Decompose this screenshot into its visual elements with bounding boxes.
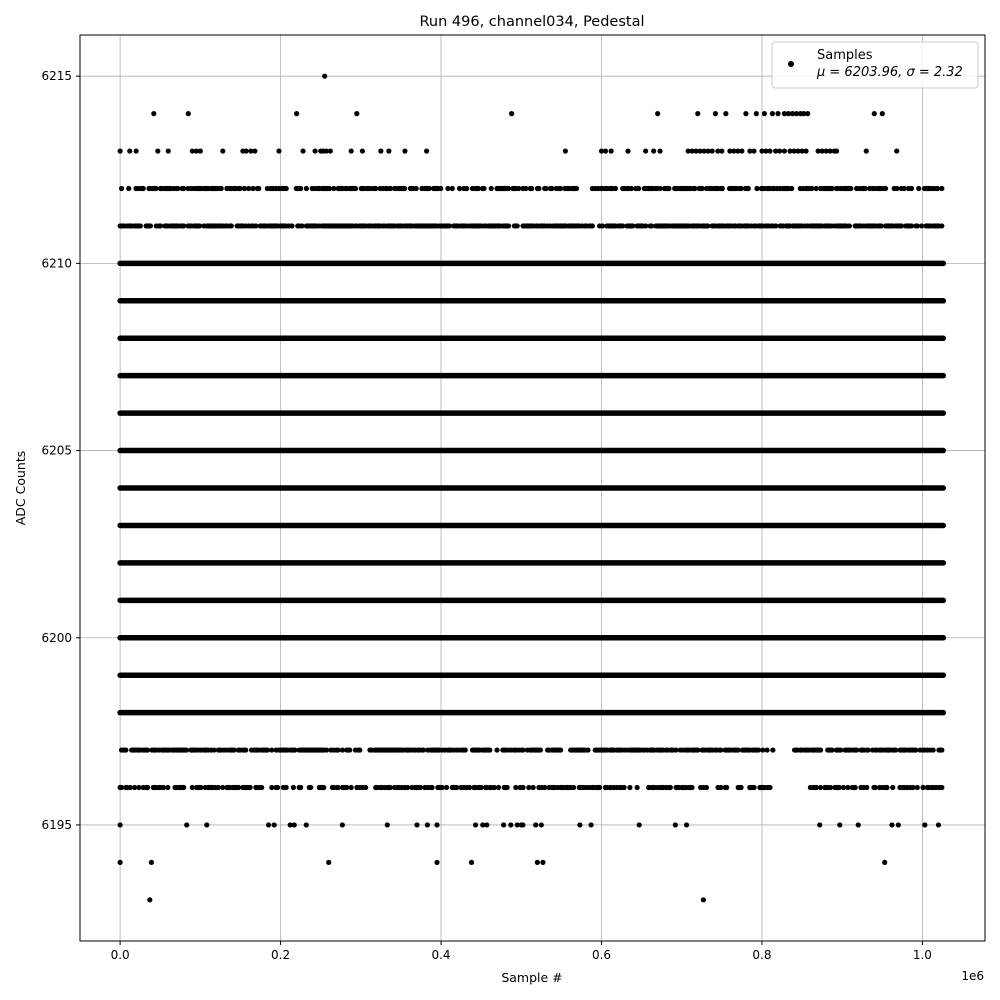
sample-point <box>689 785 694 790</box>
sample-point <box>637 822 642 827</box>
sample-point <box>151 111 156 116</box>
sample-point <box>473 822 478 827</box>
sample-point <box>220 148 225 153</box>
sample-point <box>294 111 299 116</box>
sample-point <box>198 148 203 153</box>
sample-point <box>119 186 124 191</box>
x-tick-label: 0.4 <box>431 948 451 962</box>
sample-point <box>529 186 534 191</box>
sample-point <box>444 785 449 790</box>
sample-point <box>571 785 576 790</box>
sample-point <box>625 148 630 153</box>
sample-point <box>259 785 264 790</box>
sample-point <box>243 148 248 153</box>
sample-point <box>834 148 839 153</box>
sample-point <box>577 822 582 827</box>
legend-series-name: Samples <box>817 48 873 63</box>
sample-point <box>535 860 540 865</box>
sample-point <box>347 747 352 752</box>
sample-point <box>289 223 294 228</box>
sample-point <box>805 111 810 116</box>
sample-point <box>853 785 858 790</box>
sample-point <box>884 785 889 790</box>
sample-point <box>147 897 152 902</box>
sample-point <box>536 186 541 191</box>
sample-point <box>520 822 525 827</box>
sample-point <box>266 822 271 827</box>
sample-point <box>539 822 544 827</box>
sample-point <box>385 822 390 827</box>
sample-point <box>509 111 514 116</box>
sample-point <box>746 186 751 191</box>
sample-point <box>713 111 718 116</box>
sample-point <box>597 785 602 790</box>
sample-point <box>300 148 305 153</box>
sample-point <box>764 747 769 752</box>
sample-point <box>118 148 123 153</box>
x-tick-label: 0.0 <box>110 948 130 962</box>
sample-point <box>673 822 678 827</box>
sample-point <box>487 747 492 752</box>
sample-point <box>720 186 725 191</box>
sample-point <box>464 186 469 191</box>
sample-point <box>588 822 593 827</box>
sample-point <box>939 223 944 228</box>
sample-point <box>204 822 209 827</box>
sample-point <box>751 785 756 790</box>
sample-point <box>710 148 715 153</box>
sample-point <box>916 186 921 191</box>
sample-point <box>247 785 252 790</box>
sample-point <box>256 186 261 191</box>
sample-point <box>803 148 808 153</box>
sample-point <box>450 186 455 191</box>
sample-point <box>481 186 486 191</box>
sample-point <box>939 785 944 790</box>
sample-point <box>847 223 852 228</box>
sample-point <box>890 785 895 790</box>
sample-point <box>506 223 511 228</box>
sample-point <box>298 785 303 790</box>
sample-point <box>622 785 627 790</box>
sample-point <box>123 747 128 752</box>
sample-point <box>939 747 944 752</box>
sample-point <box>574 186 579 191</box>
sample-point <box>118 860 123 865</box>
sample-point <box>883 186 888 191</box>
x-tick-label: 0.6 <box>591 948 612 962</box>
sample-point <box>770 111 775 116</box>
sample-point <box>505 785 510 790</box>
sample-point <box>894 148 899 153</box>
sample-point <box>229 223 234 228</box>
sample-point <box>489 186 494 191</box>
sample-point <box>360 148 365 153</box>
legend-stats: μ = 6203.96, σ = 2.32 <box>817 65 963 80</box>
sample-point <box>818 747 823 752</box>
sample-point <box>775 111 780 116</box>
sample-point <box>494 747 499 752</box>
sample-point <box>434 822 439 827</box>
sample-point <box>141 186 146 191</box>
sample-point <box>754 111 759 116</box>
sample-point <box>340 822 345 827</box>
sample-point <box>276 148 281 153</box>
sample-point <box>889 822 894 827</box>
sample-point <box>292 822 297 827</box>
sample-point <box>326 860 331 865</box>
sample-point <box>515 223 520 228</box>
sample-point <box>939 186 944 191</box>
sample-point <box>738 785 743 790</box>
sample-point <box>148 223 153 228</box>
sample-point <box>666 186 671 191</box>
sample-point <box>165 785 170 790</box>
sample-point <box>298 186 303 191</box>
y-tick-label: 6210 <box>41 256 72 271</box>
sample-point <box>118 822 123 827</box>
sample-point <box>291 785 296 790</box>
sample-point <box>349 785 354 790</box>
sample-point <box>181 785 186 790</box>
sample-point <box>817 822 822 827</box>
sample-point <box>770 747 775 752</box>
sample-point <box>386 148 391 153</box>
sample-point <box>501 822 506 827</box>
sample-point <box>155 148 160 153</box>
sample-point <box>636 186 641 191</box>
sample-point <box>540 860 545 865</box>
sample-point <box>414 186 419 191</box>
sample-point <box>585 747 590 752</box>
sample-point <box>304 822 309 827</box>
sample-point <box>657 148 662 153</box>
x-axis-offset-label: 1e6 <box>961 969 984 983</box>
sample-point <box>563 148 568 153</box>
sample-point <box>402 186 407 191</box>
sample-point <box>643 148 648 153</box>
sample-point <box>864 785 869 790</box>
sample-point <box>936 822 941 827</box>
sample-point <box>312 148 317 153</box>
x-axis-label: Sample # <box>501 970 563 985</box>
sample-point <box>354 111 359 116</box>
sample-point <box>484 822 489 827</box>
sample-point <box>414 822 419 827</box>
sample-point <box>603 148 608 153</box>
sample-point <box>149 860 154 865</box>
sample-point <box>767 148 772 153</box>
sample-point <box>882 860 887 865</box>
sample-point <box>322 74 327 79</box>
sample-point <box>872 111 877 116</box>
sample-point <box>275 785 280 790</box>
sample-point <box>751 148 756 153</box>
sample-point <box>145 785 150 790</box>
sample-point <box>701 897 706 902</box>
sample-point <box>837 822 842 827</box>
y-tick-label: 6205 <box>41 443 72 458</box>
sample-point <box>243 747 248 752</box>
sample-point <box>880 111 885 116</box>
sample-point <box>651 148 656 153</box>
sample-point <box>363 785 368 790</box>
sample-point <box>848 186 853 191</box>
sample-point <box>704 785 709 790</box>
x-tick-label: 0.8 <box>752 948 772 962</box>
sample-point <box>284 785 289 790</box>
sample-point <box>308 785 313 790</box>
sample-point <box>138 223 143 228</box>
sample-point <box>328 148 333 153</box>
sample-point <box>424 148 429 153</box>
sample-point <box>402 148 407 153</box>
sample-point <box>864 148 869 153</box>
sample-point <box>739 148 744 153</box>
sample-point <box>378 148 383 153</box>
sample-point <box>668 785 673 790</box>
sample-point <box>724 785 729 790</box>
sample-point <box>166 148 171 153</box>
sample-point <box>186 111 191 116</box>
x-tick-label: 1.0 <box>912 948 932 962</box>
sample-point <box>463 747 468 752</box>
sample-point <box>434 860 439 865</box>
sample-point <box>272 822 277 827</box>
sample-point <box>767 785 772 790</box>
sample-point <box>789 186 794 191</box>
sample-point <box>719 148 724 153</box>
sample-point <box>627 785 632 790</box>
sample-point <box>219 186 224 191</box>
sample-point <box>425 822 430 827</box>
sample-point <box>782 148 787 153</box>
sample-point <box>304 186 309 191</box>
sample-point <box>357 747 362 752</box>
sample-point <box>252 148 257 153</box>
sample-point <box>655 111 660 116</box>
sample-point <box>684 822 689 827</box>
chart-title: Run 496, channel034, Pedestal <box>419 14 645 30</box>
sample-point <box>520 785 525 790</box>
sample-point <box>531 785 536 790</box>
legend-marker <box>788 61 794 67</box>
sample-point <box>533 822 538 827</box>
sample-point <box>126 186 131 191</box>
sample-point <box>613 186 618 191</box>
y-tick-label: 6215 <box>41 69 72 84</box>
sample-point <box>695 111 700 116</box>
y-tick-label: 6200 <box>41 630 72 645</box>
sample-point <box>558 747 563 752</box>
sample-point <box>856 822 861 827</box>
sample-point <box>922 822 927 827</box>
x-tick-label: 0.2 <box>271 948 291 962</box>
legend <box>772 42 978 88</box>
sample-point <box>134 148 139 153</box>
sample-point <box>429 785 434 790</box>
sample-point <box>349 148 354 153</box>
sample-point <box>743 111 748 116</box>
y-axis-label: ADC Counts <box>13 450 28 526</box>
sample-point <box>127 148 132 153</box>
sample-point <box>284 186 289 191</box>
sample-point <box>896 822 901 827</box>
sample-point <box>496 785 501 790</box>
sample-point <box>321 785 326 790</box>
sample-point <box>438 186 443 191</box>
sample-point <box>508 822 513 827</box>
sample-point <box>931 747 936 752</box>
sample-point <box>635 785 640 790</box>
sample-point <box>915 785 920 790</box>
sample-point <box>762 111 767 116</box>
sample-point <box>590 223 595 228</box>
sample-point <box>353 186 358 191</box>
sample-point <box>538 747 543 752</box>
sample-point <box>777 148 782 153</box>
y-tick-label: 6195 <box>41 817 72 832</box>
sample-point <box>909 186 914 191</box>
sample-point <box>609 148 614 153</box>
sample-point <box>723 111 728 116</box>
sample-point <box>469 860 474 865</box>
sample-point <box>184 822 189 827</box>
